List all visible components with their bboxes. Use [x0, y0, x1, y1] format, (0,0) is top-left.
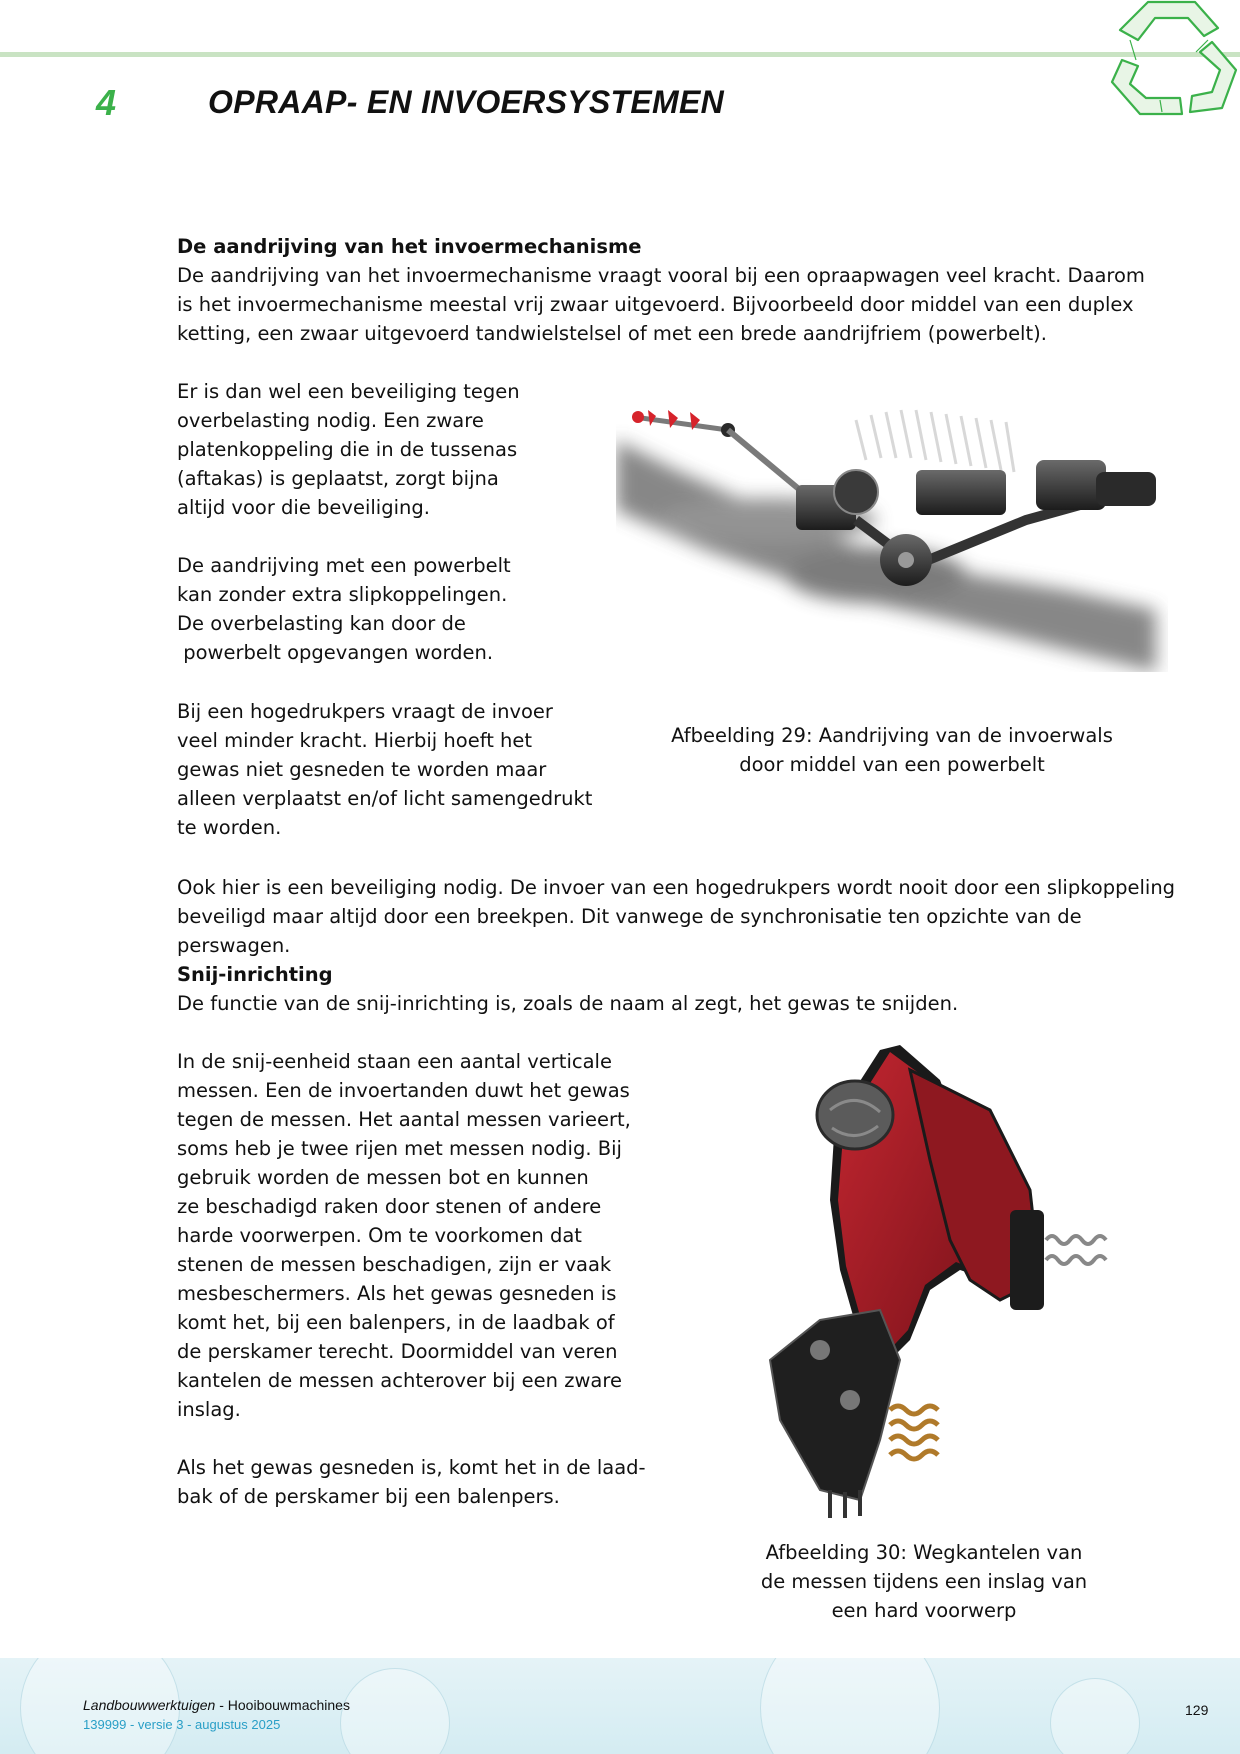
paragraph-line: Als het gewas gesneden is, komt het in de laad- [177, 1456, 646, 1479]
paragraph-line: kantelen de messen achterover bij een zware [177, 1369, 622, 1392]
header-rule [0, 52, 1240, 57]
caption-line: Afbeelding 29: Aandrijving van de invoerwals [671, 724, 1113, 747]
paragraph-line: bak of de perskamer bij een balenpers. [177, 1485, 560, 1508]
paragraph-line: gewas niet gesneden te worden maar [177, 758, 547, 781]
paragraph-line: (aftakas) is geplaatst, zorgt bijna [177, 467, 499, 490]
paragraph-line: stenen de messen beschadigen, zijn er vaak [177, 1253, 612, 1276]
chapter-number: 4 [96, 82, 117, 123]
paragraph-line: Ook hier is een beveiliging nodig. De invoer van een hogedrukpers wordt nooit door een slipkoppeling [177, 876, 1176, 899]
paragraph-line: De functie van de snij-inrichting is, zoals de naam al zegt, het gewas te snijden. [177, 992, 959, 1015]
paragraph-line: powerbelt opgevangen worden. [177, 641, 494, 664]
paragraph-line: harde voorwerpen. Om te voorkomen dat [177, 1224, 582, 1247]
footer-title-rest: - Hooibouwmachines [215, 1697, 350, 1713]
paragraph-line: In de snij-eenheid staan een aantal verticale [177, 1050, 612, 1073]
paragraph-messen [177, 1047, 631, 1424]
section-heading: Snij-inrichting [177, 963, 333, 986]
caption-line: door middel van een powerbelt [739, 753, 1045, 776]
paragraph-line: tegen de messen. Het aantal messen varieert, [177, 1108, 631, 1131]
paragraph-line: veel minder kracht. Hierbij hoeft het [177, 729, 533, 752]
paragraph-hogedrukpers [177, 697, 592, 842]
caption-line: een hard voorwerp [831, 1599, 1017, 1622]
paragraph-overload [177, 377, 520, 522]
paragraph-line: ze beschadigd raken door stenen of andere [177, 1195, 602, 1218]
paragraph-line: altijd voor die beveiliging. [177, 496, 430, 519]
paragraph-line: soms heb je twee rijen met messen nodig. Bij [177, 1137, 622, 1160]
paragraph-line: messen. Een de invoertanden duwt het gewas [177, 1079, 630, 1102]
footer-title-italic: Landbouwwerktuigen [83, 1697, 216, 1713]
paragraph-breekpen [177, 873, 1177, 960]
recycle-icon [1100, 0, 1240, 118]
paragraph-line: mesbeschermers. Als het gewas gesneden is [177, 1282, 617, 1305]
paragraph-line: overbelasting nodig. Een zware [177, 409, 484, 432]
paragraph-line: Bij een hogedrukpers vraagt de invoer [177, 700, 553, 723]
section-snij-inrichting [177, 960, 1177, 1018]
caption-line: Afbeelding 30: Wegkantelen van [765, 1541, 1083, 1564]
footer-title [83, 1697, 350, 1713]
paragraph-line: platenkoppeling die in de tussenas [177, 438, 518, 461]
paragraph-line: De overbelasting kan door de [177, 612, 466, 635]
paragraph-line: alleen verplaatst en/of licht samengedrukt [177, 787, 593, 810]
paragraph-line: De aandrijving van het invoermechanisme vraagt vooral bij een opraapwagen veel kracht. Daarom [177, 264, 1145, 287]
paragraph-line: gebruik worden de messen bot en kunnen [177, 1166, 589, 1189]
paragraph-powerbelt [177, 551, 511, 667]
page-number: 129 [1185, 1702, 1209, 1718]
footer-subtitle: 139999 - versie 3 - augustus 2025 [83, 1717, 281, 1732]
section-heading: De aandrijving van het invoermechanisme [177, 235, 642, 258]
section-drive [177, 232, 1177, 348]
paragraph-line: komt het, bij een balenpers, in de laadbak of [177, 1311, 615, 1334]
decorative-bubble [1050, 1678, 1140, 1754]
cutting-knife-illustration [760, 1040, 1140, 1520]
powerbelt-drive-illustration [616, 400, 1168, 672]
paragraph-line: is het invoermechanisme meestal vrij zwaar uitgevoerd. Bijvoorbeeld door middel van een duplex [177, 293, 1134, 316]
chapter-title: OPRAAP- EN INVOERSYSTEMEN [208, 84, 725, 120]
paragraph-laadbak [177, 1453, 646, 1511]
caption-line: de messen tijdens een inslag van [760, 1570, 1088, 1593]
paragraph-line: ketting, een zwaar uitgevoerd tandwielstelsel of met een brede aandrijfriem (powerbelt). [177, 322, 1047, 345]
decorative-bubble [340, 1668, 450, 1754]
paragraph-line: Er is dan wel een beveiliging tegen [177, 380, 520, 403]
paragraph-line: de perskamer terecht. Doormiddel van veren [177, 1340, 618, 1363]
figure-caption [742, 1538, 1106, 1625]
paragraph-line: De aandrijving met een powerbelt [177, 554, 511, 577]
paragraph-line: beveiligd maar altijd door een breekpen. Dit vanwege de synchronisatie ten opzichte van de perswagen. [177, 905, 1082, 957]
paragraph-line: inslag. [177, 1398, 241, 1421]
paragraph-line: te worden. [177, 816, 282, 839]
decorative-bubble [760, 1658, 940, 1754]
paragraph-line: kan zonder extra slipkoppelingen. [177, 583, 508, 606]
figure-caption [652, 721, 1132, 779]
